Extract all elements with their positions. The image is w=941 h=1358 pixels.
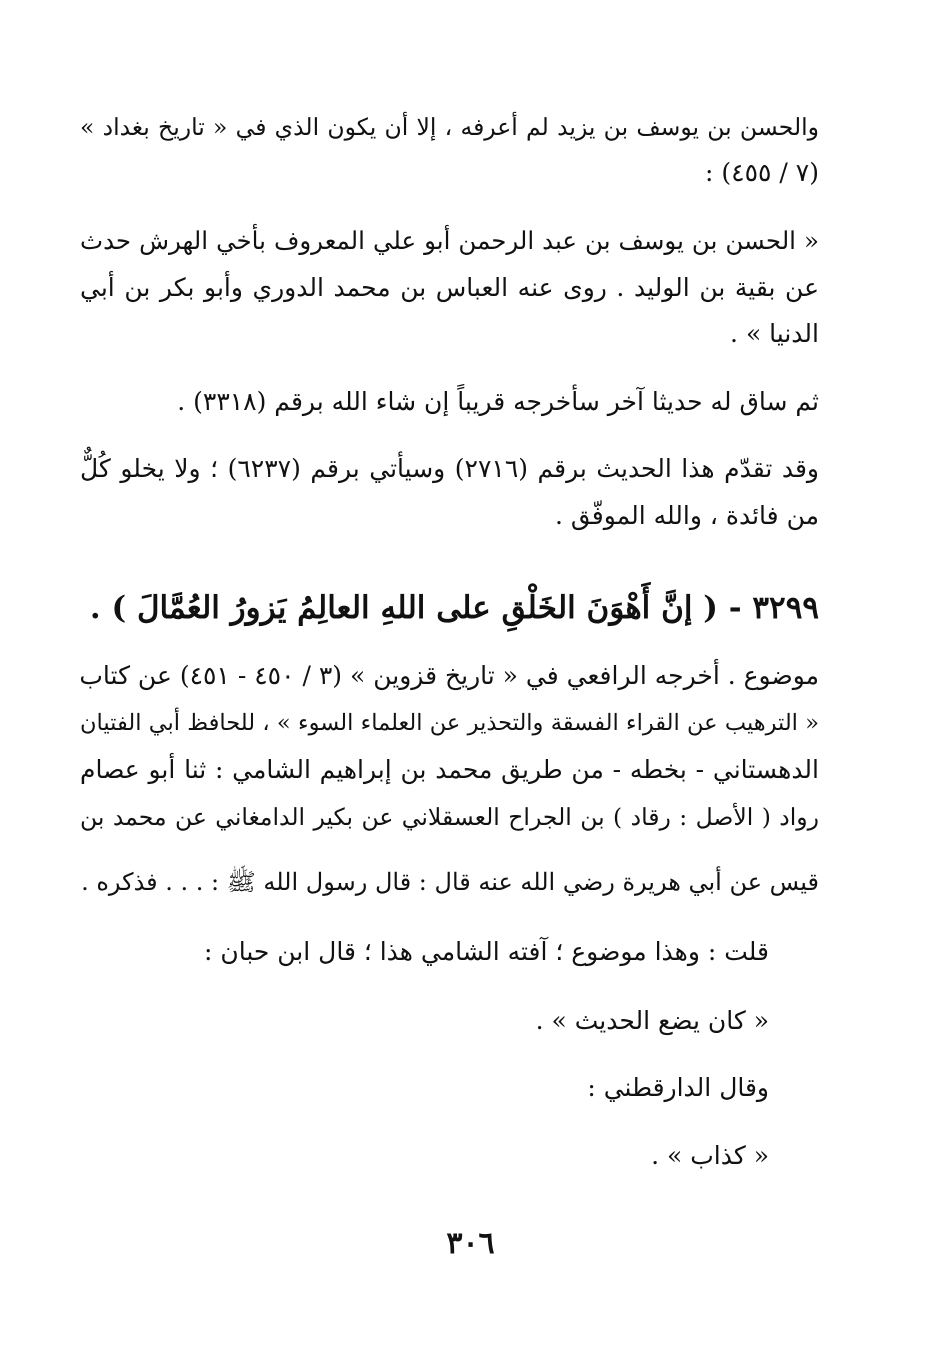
hadith-heading <box>80 583 819 633</box>
page-number: ٣٠٦ <box>446 1226 495 1261</box>
takhrij-line1: موضوع . أخرجه الرافعي في « تاريخ قزوين » (٣ / ٤٥٠ - ٤٥١) عن كتاب <box>79 661 819 690</box>
takhrij-line3: الدهستاني - بخطه - من طريق محمد بن إبراهيم الشامي : ثنا أبو عصام <box>80 755 820 784</box>
hadith-number: ٣٢٩٩ <box>752 590 819 626</box>
paragraph3-line1: وقد تقدّم هذا الحديث برقم (٢٧١٦) وسيأتي برقم (٦٢٣٧) ؛ ولا يخلو كُلٌّ <box>80 454 819 483</box>
paragraph3-line2: من فائدة ، والله الموفّق . <box>555 501 819 530</box>
paragraph2-line1: ثم ساق له حديثا آخر سأخرجه قريباً إن شاء الله برقم (٣٣١٨) . <box>177 387 819 416</box>
takhrij-line2: « الترهيب عن القراء الفسقة والتحذير عن العلماء السوء » ، للحافظ أبي الفتيان <box>80 710 819 736</box>
quote1-line3: الدنيا » . <box>730 319 819 348</box>
comment-line2: وقال الدارقطني : <box>587 1073 769 1102</box>
paragraph1-line2: (٧ / ٤٥٥) : <box>705 158 819 187</box>
takhrij-line5: قيس عن أبي هريرة رضي الله عنه قال : قال رسول الله ﷺ : . . . فذكره . <box>81 868 819 896</box>
paragraph1-line1: والحسن بن يوسف بن يزيد لم أعرفه ، إلا أن يكون الذي في « تاريخ بغداد » <box>80 113 819 141</box>
hadith-text: - ( إنَّ أَهْوَنَ الخَلْقِ على اللهِ العالِمُ يَزورُ العُمَّالَ ) . <box>89 590 742 626</box>
quote-daraqutni: « كذاب » . <box>651 1141 769 1170</box>
comment-line1: قلت : وهذا موضوع ؛ آفته الشامي هذا ؛ قال ابن حبان : <box>203 937 769 966</box>
quote1-line2: عن بقية بن الوليد . روى عنه العباس بن محمد الدوري وأبو بكر بن أبي <box>80 273 819 302</box>
quote-ibn-hibban: « كان يضع الحديث » . <box>535 1006 769 1035</box>
quote1-line1: « الحسن بن يوسف بن عبد الرحمن أبو علي المعروف بأخي الهرش حدث <box>80 226 819 255</box>
takhrij-line4: رواد ( الأصل : رقاد ) بن الجراح العسقلاني عن بكير الدامغاني عن محمد بن <box>80 803 819 831</box>
